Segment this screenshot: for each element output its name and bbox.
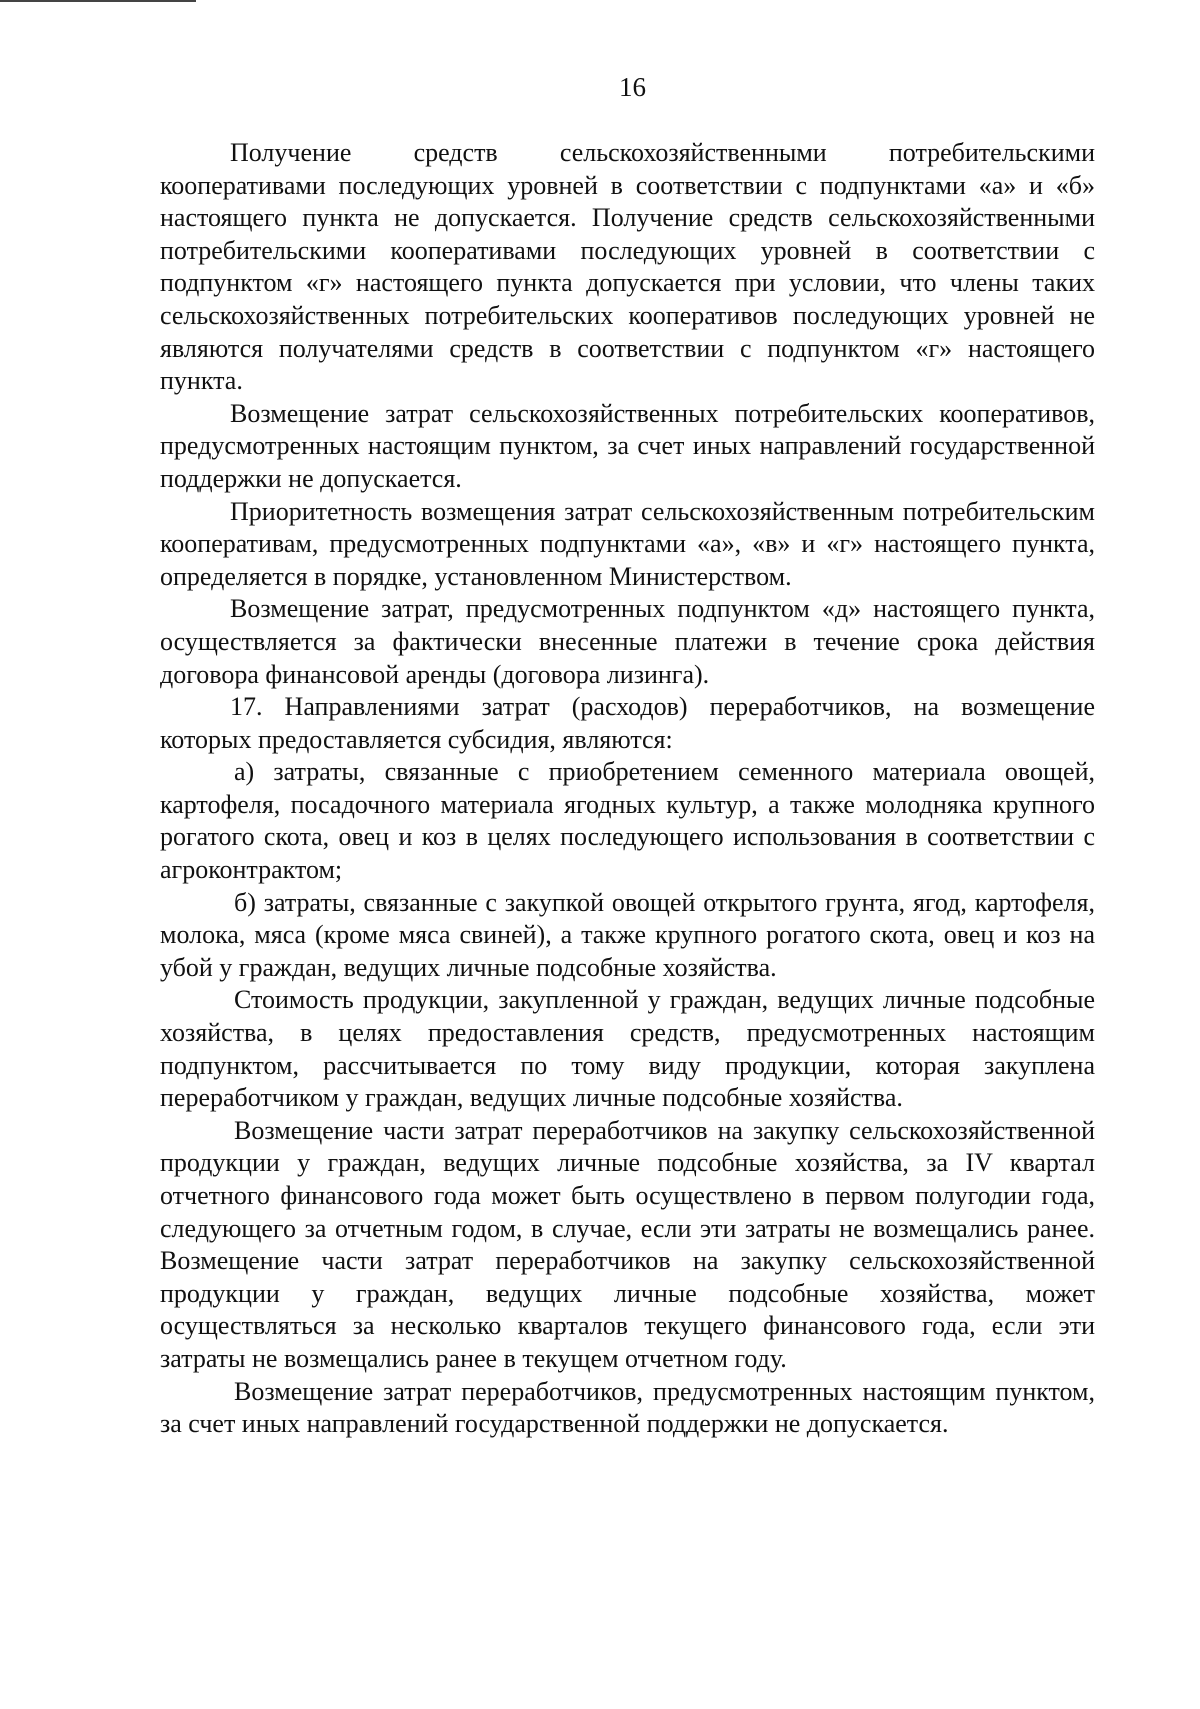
paragraph-product-cost: Стоимость продукции, закупленной у граждан, ведущих личные подсобные хозяйства, в целях предоставления средств, предусмотренных настоящим подпунктом, рассчитывается по тому виду продукции, которая закуплена переработчиком у граждан, ведущих личные подсобные хозяйства. xyxy=(160,985,1095,1113)
paragraph-processor-no-double-support: Возмещение затрат переработчиков, предусмотренных настоящим пунктом, за счет иных направлений государственной поддержки не допускается. xyxy=(160,1376,1095,1439)
scan-edge-line xyxy=(0,0,196,2)
paragraph-quarter-reimbursement: Возмещение части затрат переработчиков на закупку сельскохозяйственной продукции у граждан, ведущих личные подсобные хозяйства, за IV квартал отчетного финансового года может быть осуществлено в первом полугодии года, следующего за отчетным годом, в случае, если эти затраты не возмещались ранее. Возмещение части затрат переработчиков на закупку сельскохозяйственной продукции у граждан, ведущих личные подсобные хозяйства, может осуществляться за несколько кварталов текущего финансового года, если эти затраты не возмещались ранее в текущем отчетном году. xyxy=(160,1115,1095,1373)
paragraph-cooperative-funds: Получение средств сельскохозяйственными потребительскими кооперативами последующих уровней в соответствии с подпунктами «а» и «б» настоящего пункта не допускается. Получение средств сельскохозяйственными потребительскими кооперативами последующих уровней в соответствии с подпунктом «г» настоящего пункта допускается при условии, что члены таких сельскохозяйственных потребительских кооперативов последующих уровней не являются получателями средств в соответствии с подпунктом «г» настоящего пункта. xyxy=(160,138,1095,396)
page-number: 16 xyxy=(619,72,646,102)
paragraph-item-17: 17. Направлениями затрат (расходов) переработчиков, на возмещение которых предоставляется субсидия, являются: xyxy=(160,692,1095,754)
paragraph-subitem-a: а) затраты, связанные с приобретением семенного материала овощей, картофеля, посадочного материала ягодных культур, а также молодняка крупного рогатого скота, овец и коз в целях последующего использования в соответствии с агроконтрактом; xyxy=(160,757,1095,885)
document-body xyxy=(160,137,1095,1441)
paragraph-cooperative-no-double-support: Возмещение затрат сельскохозяйственных потребительских кооперативов, предусмотренных настоящим пунктом, за счет иных направлений государственной поддержки не допускается. xyxy=(160,398,1095,493)
paragraph-subitem-b: б) затраты, связанные с закупкой овощей открытого грунта, ягод, картофеля, молока, мяса (кроме мяса свиней), а также крупного рогатого скота, овец и коз на убой у граждан, ведущих личные подсобные хозяйства. xyxy=(160,887,1095,982)
paragraph-leasing: Возмещение затрат, предусмотренных подпунктом «д» настоящего пункта, осуществляется за фактически внесенные платежи в течение срока действия договора финансовой аренды (договора лизинга). xyxy=(160,594,1095,689)
paragraph-priority: Приоритетность возмещения затрат сельскохозяйственным потребительским кооперативам, предусмотренных подпунктами «а», «в» и «г» настоящего пункта, определяется в порядке, установленном Министерством. xyxy=(160,496,1095,591)
